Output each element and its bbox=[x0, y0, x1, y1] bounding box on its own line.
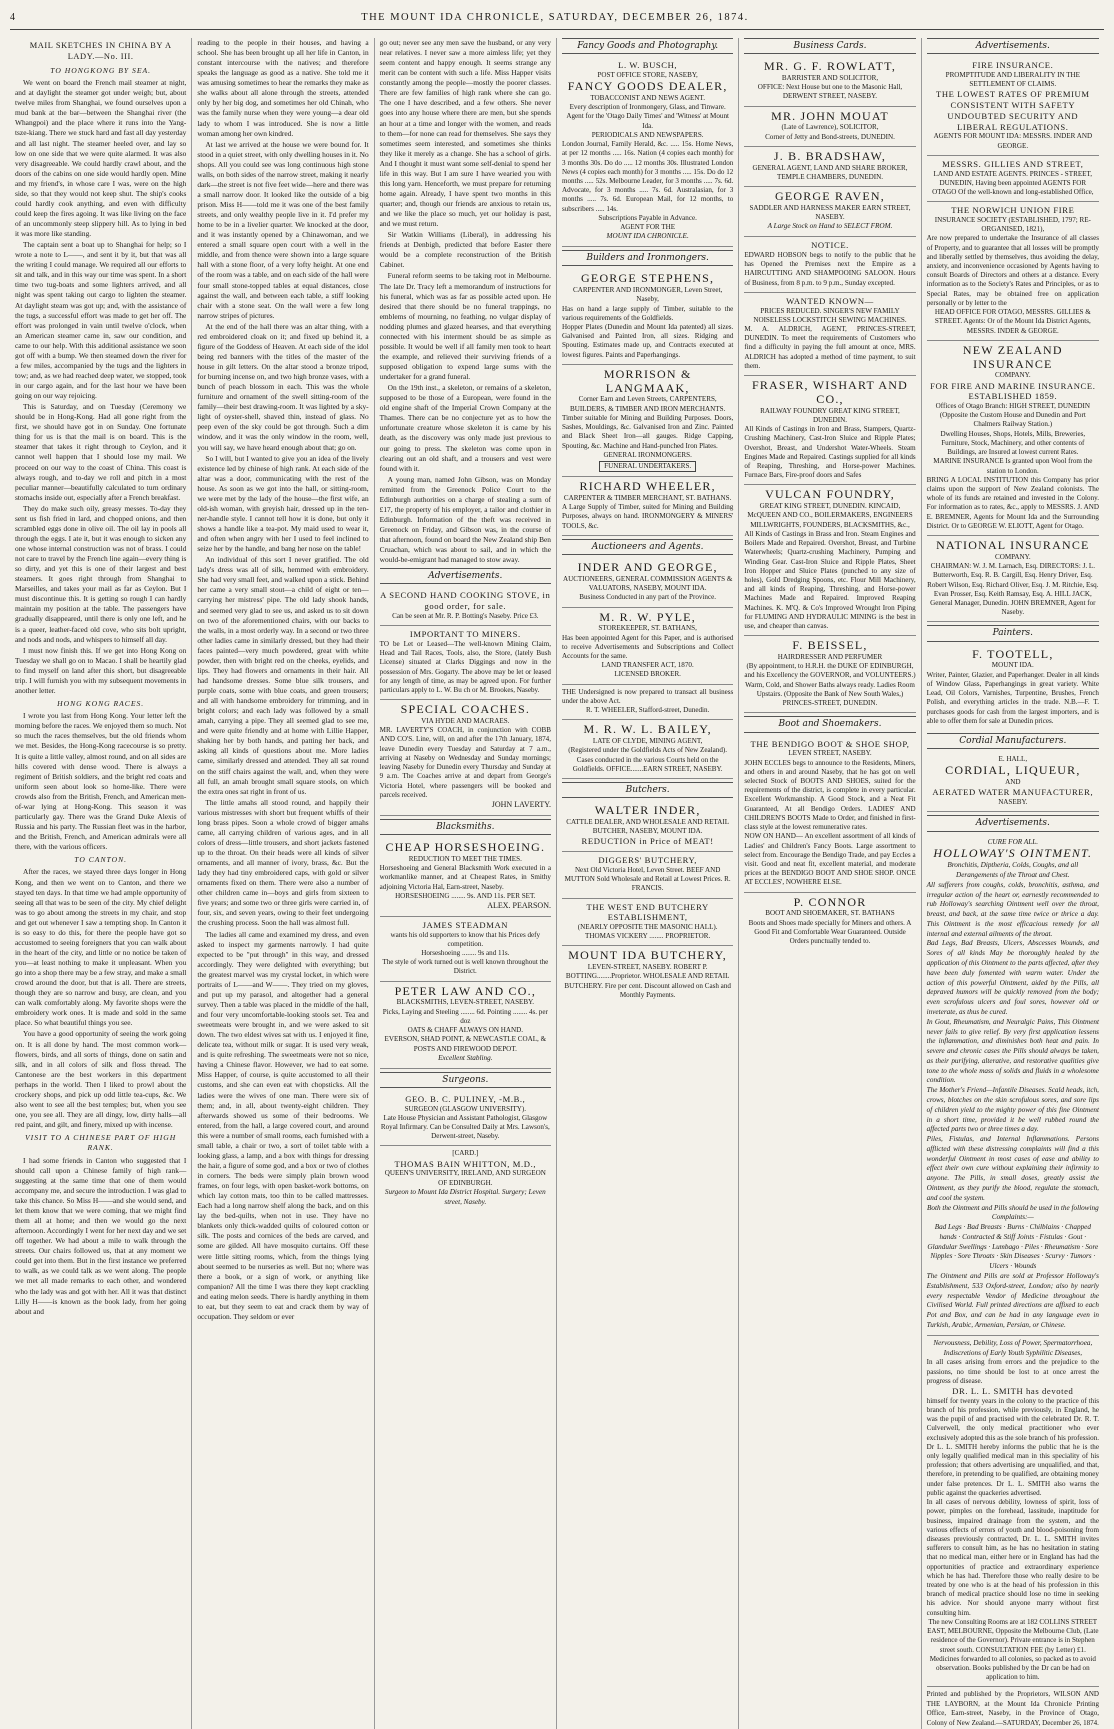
article-paragraph: reading to the people in their houses, and having a school. She has been brought up all her life in Canton, in constant intercourse with the natives; and therefore speaks the language as good as a native. She told me it was amusing sometimes to hear the remarks they make as she walks about all alone through the streets, attended only by her big dog, and sometimes her old Chinah, who was the family nurse when they were young—a dear old lady to whom I was introduced. She is now a little woman among her own kindred. bbox=[197, 38, 369, 138]
ad-paragraph: The Mother's Friend—Infantile Diseases. Scald heads, itch, crows, blotches on the skin scrofulous sores, and sore lips of children yield to the mighty power of this fine Ointment in a short time, provided it be well rubbed round the affected parts two or three times a day. bbox=[926, 1086, 1099, 1134]
ad-body: All Kinds of Castings in Iron and Brass, Stampers, Quartz-Crushing Machinery, Cast-Iron Sluice and Ripple Plates; Overshot, Breast, and Undershot Water-Wheels. Steam Engines Made and Repaired. Castings supplied for all kinds of Reaping, Threshing, and Horse-power Machines. Furnace Bars, Fire-proof doors and Safes bbox=[744, 425, 916, 480]
ad-paragraph: The Ointment and Pills are sold at Professor Holloway's Establishment, 533 Oxford-street, London; also by nearly every respectable Vendor of Medicine throughout the Civilised World. Full printed directions are affixed to each Pot and Box, and can be had in any language even in Turkish, Arabic, Armenian, Persian, or Chinese. bbox=[926, 1272, 1099, 1329]
ad-list: London Journal, Family Herald, &c. ..... 15s. Home News, at per 12 months ..... 16s. Nation (4 copies each month) for 3 months 30s. Do do ..... 12 months 30s. Illustrated London News (4 copies each month) for 3 months ..... 15s. Do do 12 months ..... 52s. Melbourne Leader, for 3 months ..... 7s. 6d. Advocate, for 3 months ..... 7s. 6d. Australasian, for 3 months ..... 7s. 6d. European Mail, for 12 months, to subscribers ..... 14s. bbox=[561, 140, 734, 213]
ad-subhead: SURGEON (GLASGOW UNIVERSITY). bbox=[404, 1104, 527, 1113]
article-paragraph: An individual of this sort I never gratified. The old lady's dress was all of silk, hemmed with embroidery. She had very small feet, and walked upon a stick. Behind her came a very small stout—a child of eight or ten—carrying her mistress' pipe. The old lady shook hands, and seemed very glad to see us, and asked us to sit down on two of the aforementioned chairs, with our backs to the walls, in a most orderly way. In a second or two three other ladies came in similarly dressed, but they had their faces painted—very much powdered, great with white powder, then with bright red on the cheeks, eyelids, and lips. They had flowers and ornaments in their hair. All had handsome dresses. Some blue silk trousers, and purple coats, some with blue coats, and green trousers; and all with handsome embroidery for trimming, and in bright colors; and each lady was followed by a small amah, carrying a pipe. They all seemed glad to see me, and were quite friendly and at home with Lillie Happer, shaking her by both hands, and patting her back, and asking all kinds of questions about me. More ladies came, similarly dressed and attended. They all sat round on the stiff chairs against the wall, and, when they were all full, an amah brought small square stools, on which the extra ones sat right in front of us. bbox=[197, 555, 369, 796]
ad-headline: PETER LAW AND CO., bbox=[394, 983, 537, 998]
ad-body: Horseshoeing and General Blacksmith Work executed in a workmanlike manner, and at Cheapest Rates, in Smithy adjoining Victoria Hal, Earn-street, Naseby. bbox=[379, 864, 551, 891]
column-5 bbox=[739, 38, 921, 1729]
ad-headline: P. CONNOR bbox=[793, 894, 867, 909]
ad-headline: FRASER, WISHART AND CO., bbox=[751, 378, 908, 406]
ad-miners bbox=[380, 626, 551, 700]
ad-wheeler bbox=[562, 477, 733, 536]
columns bbox=[10, 38, 1104, 1727]
ad-marine: MARINE INSURANCE Is granted upon Wool from the station to London. bbox=[933, 457, 1093, 475]
ad-body: Timber suitable for Mining and Building Purposes. Doors, Sashes, Mouldings, &c. Galvanised Iron and Zinc. Painted and Black Sheet Iron—all gauges. Ridge Capping, Spouting, &c. Machine and Hand-punched Iron Plates. bbox=[561, 413, 734, 450]
ad-body: Are now prepared to undertake the Insurance of all classes of Property, and to guarantee that all losses will be promptly and liberally settled by themselves, thus avoiding the delay, anxiety, and inconvenience occasioned by Agents having to consult Boards of Directors and others at a distance. Every information as to the Society's Rates and Principles, or as to Special Rates, may be obtained free on application personally or by letter to the bbox=[926, 234, 1099, 307]
ad-subhead: VIA HYDE AND MACRAES. bbox=[421, 717, 510, 726]
section-heading: Advertisements. bbox=[927, 815, 1099, 831]
ad-tail: Subscriptions Payable in Advance. bbox=[598, 213, 697, 222]
ad-headline: FIRE INSURANCE. bbox=[972, 60, 1054, 71]
page-number: 4 bbox=[10, 12, 16, 23]
ad-headline: MESSRS. GILLIES AND STREET, bbox=[942, 158, 1084, 169]
ad-norwich-union bbox=[927, 202, 1099, 341]
ad-body: Has on hand a large supply of Timber, suitable to the various requirements of the Goldfields. bbox=[561, 304, 734, 322]
ad-mount-ida-butchery bbox=[562, 946, 733, 1004]
ad-diggers-butchery bbox=[562, 852, 733, 898]
ad-subhead: CARPENTER & TIMBER MERCHANT, ST. BATHANS. bbox=[563, 493, 732, 502]
section-heading: Builders and Ironmongers. bbox=[562, 250, 733, 266]
ad-title: LAND TRANSFER ACT, 1870. bbox=[601, 661, 694, 670]
ad-hobson bbox=[744, 237, 915, 293]
ad-headline: F. TOOTELL, bbox=[972, 646, 1054, 661]
ad-subhead: CATTLE DEALER, AND WHOLESALE AND RETAIL BUTCHER, NASEBY, MOUNT IDA. bbox=[566, 818, 730, 836]
ad-agent-label: AGENT FOR THE bbox=[620, 223, 676, 232]
ad-rowlatt bbox=[744, 57, 915, 106]
article-paragraph: go out; never see any men save the husband, or any very near relatives. I never saw a more aimless life; yet they seem content and happy enough. It seems strange any merit can be content with such a life. Miss Happer visits constantly among the people—mostly the poorer classes. There are few families of high rank where she can go. The one I have described, and a few others. She never goes into any house where there are men, but she spends an hour at a time and longer with the women, and reads to them—for none can read for themselves. She says they sometimes seem interested, and sometimes she thinks they like it merely as a change. She has a school of girls. And I thought it must want some self-denial to spend her life in this way. But I am sure I have wearied you with this long yarn. Henceforth, we must prepare for returning home again. Already, I have spent two months in this quarter; and, though our friends are anxious to retain us, and we like the place so much, yet our holiday is past, and we must return. bbox=[379, 38, 551, 229]
ad-subhead: GENERAL AGENT, LAND AND SHARE BROKER, TEMPLE CHAMBERS, DUNEDIN. bbox=[752, 163, 908, 181]
ad-body: (By appointment, to H.R.H. the DUKE OF EDINBURGH, and his Excellency the GOVERNOR, and VOLUNTEERS.) Warm, Cold, and Shower Baths always ready. Ladies Room Upstairs. (Opposite the Bank of New South Wales,) PRINCES-STREET, DUNEDIN. bbox=[744, 662, 916, 708]
ad-headline: GEORGE RAVEN, bbox=[774, 189, 886, 204]
ad-busch bbox=[562, 57, 733, 247]
ad-subhead: HAIRDRESSER AND PERFUMER bbox=[777, 653, 883, 662]
ad-subhead: LEVEN STREET, NASEBY. bbox=[788, 749, 872, 758]
article-paragraph: The ladies all came and examined my dress, and even asked to inspect my garments narrowly. I had quite expected to be "put through" in this way, and dressed accordingly. They were delighted with everything; but the greatest marvel was my crystal locket, in which were portraits of L——and W——. They tried on my gloves, and put up my parasol, and altogether had a general survey. Then a table was placed in the middle of the hall, and four very uncomfortable-looking stools set. Tea and sweetmeats were brought in, and we were asked to sit down. The two eldest wives sat with us. I enjoyed it fine, delicate tea, without milk or sugar. It is used very weak, and is quite refreshing. The sweetmeats were not so nice, having a Chinese flavor. However, we had to eat some. Miss Happer, of course, is quite accustomed to all their customs, and she can even eat with chopsticks. All the ladies were the wives of one man. There were six of them; and, in all, about twenty-eight children. They afterwards showed us some of their bedrooms. We entered, from the hall, a large covered court, and around this were a number of small rooms, each furnished with a small table, a chair or two, a sort of toilet table with a looking glass, a lamp, and a box with things for dressing the hair, a figure of some god, and a box or two of clothes in corners. The beds were simply plain brown wood frames, on four legs, with open basket-work bottoms, on which lay cotton mats, too thin to be called mattresses. Each had a long narrow shelf along the back, and on this lay the bed-quilts, when not in use. They have no blankets only thick-wadded quilts of coloured cotton or silk. The posts and cornices of the beds are carved, and some are gilded. All have mosquito curtains. Off these were little sitting rooms, which, from the things lying about seemed to be nurseries as well. But no; where was there a book, or a sign of work, or anything like companion? All the time I was there they kept crackling and eating melon seeds. There is hardly anything in them to eat, but they seem to eat and crack them by way of occupation. They seldom or ever bbox=[197, 929, 369, 1321]
ad-headline: FANCY GOODS DEALER, bbox=[567, 79, 728, 94]
ad-subhead: GREAT KING STREET, DUNEDIN. KINCAID, McQUEEN AND CO., BOILERMAKERS, ENGINEERS MILLWRIGHTS, FOUNDERS, BLACKSMITHS, &c., bbox=[747, 502, 913, 529]
ad-headline: MOUNT IDA BUTCHERY, bbox=[568, 948, 728, 963]
ad-cooking-stove bbox=[380, 587, 551, 626]
ad-signature: ALEX. PEARSON. bbox=[487, 900, 551, 910]
ad-box: FUNERAL UNDERTAKERS. bbox=[599, 461, 696, 472]
ad-paragraph: Piles, Fistulas, and Internal Inflammations. Persons afflicted with these distressing complaints will find a this wonderful Ointment in most cases of ease and ability to effect their own cure without explaining their infirmity to anyone. The Pills, in small doses, greatly assist the Ointment, as they purify the blood, regulate the stomach, and cool the system. bbox=[926, 1135, 1099, 1202]
ad-signature: JOHN LAVERTY. bbox=[491, 799, 551, 809]
ad-subhead: AUCTIONEERS, GENERAL COMMISSION AGENTS & VALUATORS, NASEBY, MOUNT IDA. bbox=[562, 574, 733, 593]
ad-stephens bbox=[562, 269, 733, 365]
ad-vulcan-foundry bbox=[744, 485, 915, 636]
ad-headline: IMPORTANT TO MINERS. bbox=[409, 629, 521, 640]
ad-surgeon-pulney bbox=[380, 1091, 551, 1147]
ad-paragraph: Bad Legs, Bad Breasts, Ulcers, Abscesses Wounds, and Sores of all kinds May be thoroughly healed by the application of this Ointment to the parts affected, after they have been duly fomented with warm water. Under the action of this powerful Ointment, aided by the Pills, all depraved humors will be quickly removed from the body; even scrofulous ulcers and foul sores, however old or inveterate, as thus be cured. bbox=[926, 939, 1099, 1016]
ad-headline: F. BEISSEL, bbox=[792, 638, 868, 653]
ad-body: EDWARD HOBSON begs to notify to the public that he has Opened the Premises next the Empire as a HAIRCUTTING AND SHAMPOOING SALOON. Hours of Business, from 8 p.m. to 9 p.m., Sunday excepted. bbox=[744, 250, 916, 287]
ad-paper: MOUNT IDA CHRONICLE. bbox=[606, 232, 689, 241]
ad-tail: GENERAL IRONMONGERS. bbox=[603, 450, 692, 459]
ad-coaches bbox=[380, 700, 551, 816]
ad-headline: THE BENDIGO BOOT & SHOE SHOP, bbox=[750, 738, 910, 749]
article-paragraph: You have a good opportunity of seeing the work going on. It is all done by hand. The most common work—flowers, birds, and all sorts of things, done on satin and silk, and in all colors of silk and floss thread. The Cantonese are the best workers in this department perhaps in the world. Then I liked to prowl about the crockery shops, and pick up odd little tea-cups, &c. We also went to see all the best temples; but, when you see one, you see all. They are all dingy, low, dirty halls—all red paint, and gilt, and finery, mixed up with incense. bbox=[15, 1029, 187, 1130]
ad-body: A Large Supply of Timber, suited for Mining and Building Purposes, always on hand. IRONMONGERY & MINERS' TOOLS, &c. bbox=[561, 503, 734, 530]
article-paragraph: I must now finish this. If we get into Hong Kong on Tuesday we shall go on to Macao. I shall be heartily glad to find myself on land after this short, but disagreeable trip. I will furnish you with my subsequent movements in another letter. bbox=[15, 645, 187, 695]
ad-subhead: RAILWAY FOUNDRY GREAT KING STREET, DUNEDIN. bbox=[760, 406, 900, 424]
ad-beissel bbox=[744, 636, 915, 713]
ad-italic: Excellent Stabling. bbox=[438, 1053, 493, 1062]
ad-paragraph: Both the Ointment and Pills should be used in the following Complaints:— bbox=[926, 1203, 1099, 1222]
ad-body: THE Undersigned is now prepared to transact all business under the above Act. bbox=[561, 687, 734, 705]
column-4 bbox=[557, 38, 739, 1729]
ad-bendigo-boot bbox=[744, 736, 915, 893]
ad-body: Hopper Plates (Dunedin and Mount Ida patented) all sizes. Galvanised and Painted Iron, all sizes. Ridging and Spouting. Estimates made up, and Contracts executed at lowest figures. Paints and Paperhangings. bbox=[561, 322, 734, 359]
ad-peter-law bbox=[380, 982, 551, 1069]
news-item: On the 19th inst., a skeleton, or remains of a skeleton, supposed to be those of a European, were found in the old engine shaft of the Imperial Crown Company at the Thames. There can be no conjecture yet as to how the unfortunate creature whose skeleton it is came by his death, as the discovery was only made just previous to our going to press. The skeleton was come upon in clearing out an old shaft, and a trousers and vest were found with it. bbox=[379, 383, 551, 473]
ad-body: Picks, Laying and Steeling ........ 6d. Pointing ........ 4s. per doz bbox=[382, 1007, 548, 1025]
ad-subhead: REDUCTION TO MEET THE TIMES. bbox=[408, 854, 522, 863]
news-item: Funeral reform seems to be taking root in Melbourne. The late Dr. Tracy left a memorandum of instructions for his funeral, which was as far as possible acted upon. He desired that there should be no funeral trappings, no emblems of mourning, no feathing, no vulgar display of nodding plumes and glazed hearses, and that everything connected with his interment should be as simple as possible. It would be well if all family men took to heart the example, and relieved their surviving friends of a supposed obligation to expend large sums with the undertaker for a grand funeral. bbox=[379, 271, 551, 382]
ad-paragraph: In all cases of nervous debility, lowness of spirit, loss of power, pimples on the forehead, lassitude, inaptitude for business, impaired drainage from the system, and the various effects of errors of youth and blood-poisoning from diseases previously contracted, Dr. L. L. SMITH invites sufferers to consult him, as he has no hesitation in stating that no medical man, either here or in England has had the opportunities of practice and extraordinary experience which he has had. Therefore those who really desire to be treated by one who is at the head of his profession in this branch of medical practice should lose no time in seeking his advice. Nor should anyone marry without first consulting him. bbox=[926, 1498, 1099, 1617]
ad-price: Horseshoeing ........ 9s and 11s. bbox=[421, 949, 510, 958]
ad-body: AERATED WATER MANUFACTURER, bbox=[932, 787, 1094, 798]
news-item: Sir Watkin Williams (Liberal), in addressing his friends at Denbigh, predicted that before Easter there would be a complete reconstruction of the British Cabinet. bbox=[379, 230, 551, 270]
ad-headline: HOLLOWAY'S OINTMENT. bbox=[933, 846, 1093, 861]
section-heading: Cordial Manufacturers. bbox=[927, 733, 1099, 749]
printer-imprint: Printed and published by the Proprietors, WILSON AND THE LAYBORN, at the Mount Ida Chronicle Printing Office, Earn-street, Naseby, in the Province of Otago, Colony of New Zealand.—SATURDAY, December 26, 1874. bbox=[926, 1690, 1099, 1727]
ad-subhead: LATE OF CLYDE, MINING AGENT, bbox=[592, 737, 703, 746]
ad-headline: VULCAN FOUNDRY, bbox=[765, 487, 895, 502]
ad-fraser-wishart bbox=[744, 376, 915, 485]
ad-headline: THE WEST END BUTCHERY ESTABLISHMENT, bbox=[586, 901, 709, 923]
ad-office: HEAD OFFICE FOR OTAGO, MESSRS. GILLIES & STREET. Agents: Or of the Mount Ida District Agents, MESSRS. INDER & GEORGE. bbox=[934, 308, 1091, 335]
ad-headline: JAMES STEADMAN bbox=[422, 919, 509, 930]
article-headline: MAIL SKETCHES IN CHINA BY A LADY.—No. III. bbox=[29, 41, 172, 62]
ad-tail: The style of work turned out is well known throughout the District. bbox=[382, 958, 549, 976]
article-paragraph: They do make such oily, greasy messes. To-day they sent us fish fried in lard, and chopped onions, and then scrambled eggs done in olive oil. The oil lay in pools all through the eggs. I ate it, but it was enough to sicken any one whose internal construction was not of brass. I could not care to travel by the French line again—every thing is so dirty, and yet this is one of their largest and best steamers. It goes right through from Shanghai to Marseilles, and takes your mail as far as Ceylon. But I must discontinue this. It is getting so rough I can hardly maintain my position at the table. The passengers have gradually disappeared, until there is only one left, and he is a queer, leather-faced old cove, who sits bolt upright, and nods and nods, and whispers to himself all day. bbox=[15, 503, 187, 644]
ad-fire-insurance bbox=[927, 57, 1099, 156]
ad-bailey bbox=[562, 720, 733, 779]
ad-subhead: CARPENTER AND IRONMONGER, Leven Street, Naseby, bbox=[572, 286, 723, 304]
ad-body: Can be seen at Mr. R. P. Botting's Naseby. Price £3. bbox=[392, 611, 539, 620]
ad-title: LICENSED BROKER. bbox=[614, 670, 681, 679]
ad-headline: DIGGERS' BUTCHERY, bbox=[598, 855, 697, 866]
ad-body: CHAIRMAN: W. J. M. Larnach, Esq. DIRECTORS: J. L. Butterworth, Esq. R. B. Cargill, Esq. Henry Driver, Esq. Robert Wilson, Esq. Richard Oliver, Esq. J. M. Ritchie, Esq. Evan Prosser, Esq. Keith Ramsay, Esq. A. HILL JACK, General Manager, Dunedin. JOHN BREMNER, Agent for Naseby. bbox=[927, 562, 1099, 617]
section-heading: Blacksmiths. bbox=[380, 819, 551, 835]
masthead-title: THE MOUNT IDA CHRONICLE, SATURDAY, DECEMBER 26, 1874. bbox=[361, 12, 749, 23]
section-heading: Auctioneers and Agents. bbox=[562, 539, 733, 555]
ad-body: wants his old supporters to know that his Prices defy competition. bbox=[390, 930, 541, 948]
ad-steadman bbox=[380, 917, 551, 982]
ad-paragraph: In Gout, Rheumatism, and Neuralgic Pains, This Ointment never fails to give relief. By very first application lessens the inflammation, and diminishes both heat and pain. In severe and chronic cases the Pills should always be taken, as their purifying, alterative, and restorative qualities give tone to the whole mass of solids and fluids in a wholesome condition. bbox=[926, 1017, 1099, 1085]
ad-line: TOBACCONIST AND NEWS AGENT. bbox=[590, 93, 705, 102]
ad-name: L. W. BUSCH, bbox=[618, 60, 678, 71]
section-heading: Boot and Shoemakers. bbox=[744, 716, 915, 732]
ad-body: Surgeon to Mount Ida District Hospital. Surgery; Leven street, Naseby. bbox=[384, 1187, 546, 1206]
ad-tootell bbox=[927, 645, 1099, 730]
ad-body: All Kinds of Castings in Brass and Iron. Steam Engines and Boilers Made and Repaired. Overshot, Breast, and Turbine Waterwheels; Quartz-crushing Machinery, Pumping and Winding Gear. Cast-Iron Sluice and Ripple Plates, Sheet Iron Hopper and Sluice Plates (punched to any size of holes), Gold Dredging Spoons, etc. Flour Mill Machinery, and all kinds of Reaping, Threshing, and Horse-power Machines Made and Repaired. Improved Reaping Machines. K. M'Q. & Co's Improved Wrought Iron Piping for FLUMING AND HYDRAULIC MINING is the best in use, and cheaper than canvas. bbox=[744, 529, 916, 631]
ad-subhead: COMPANY. bbox=[994, 371, 1031, 380]
article-paragraph: After the races, we stayed three days longer in Hong Kong, and then we went on to Canton, and there we stayed ten days. In that time we had ample opportunity of seeing all that was to be seen of the city. My chief delight was to go about among the streets in my chair, and stop and get out whenever I saw a tempting shop. In Canton it is so easy to do this, for there the people have got so accustomed to seeing foreigners that you can walk about in the heart of the city, and little or no notice be taken of you—at least nothing to make it unpleasant. When you go into a shop there may be a few stray, and make a small crowd around the door, but that is all. There are streets, though they are so narrow and busy, are clean, and you can walk comfortably along. My favorite shops were the embroidery work ones. It is made and sold in the same place. So what beautiful things you see. bbox=[15, 867, 187, 1028]
ad-body: FOR FIRE AND MARINE INSURANCE. ESTABLISHED 1859. bbox=[930, 380, 1096, 402]
ad-subhead: QUEEN'S UNIVERSITY, IRELAND, AND SURGEON OF EDINBURGH. bbox=[384, 1169, 546, 1187]
ad-singer bbox=[744, 293, 915, 376]
ad-west-end-butchery bbox=[562, 899, 733, 947]
ad-headline: WALTER INDER, bbox=[594, 803, 701, 818]
ad-periodicals: PERIODICALS AND NEWSPAPERS. bbox=[591, 130, 704, 139]
ad-tail: Dwelling Houses, Shops, Hotels, Mills, Breweries, Furniture, Stock, Machinery, and other contents of Buildings, are Insured at lowest current Rates. bbox=[940, 429, 1086, 457]
ad-subhead: UNDOUBTED SECURITY AND LIBERAL REGULATIONS. bbox=[947, 110, 1079, 132]
section-heading: Surgeons. bbox=[380, 1072, 551, 1088]
ad-body: Late House Physician and Assistant Pathologist, Glasgow Royal Infirmary. Can be Consulted Daily at Mrs. Lawson's, Derwent-street, Naseby. bbox=[380, 1113, 550, 1141]
ad-body: OFFICE: Next House but one to the Masonic Hall, DERWENT STREET, NASEBY. bbox=[757, 83, 903, 101]
ad-local: BRING A LOCAL INSTITUTION this Company has prior claims upon the support of New Zealand colonists. The whole of its funds are retained and invested in the Colony. For information as to rates, &c., apply to MESSRS. J. AND E. BREMNER, Agents for Mount Ida and the Surrounding District. Or to GEORGE W. ELIOTT, Agent for Otago. bbox=[926, 475, 1099, 530]
ad-bradshaw bbox=[744, 147, 915, 187]
section-heading: Business Cards. bbox=[744, 38, 915, 54]
ad-horseshoeing bbox=[380, 838, 551, 917]
ad-body: Has been appointed Agent for this Paper, and is authorised to receive Advertisements and Subscriptions and Collect Accounts for the same. bbox=[561, 633, 734, 660]
ad-body: TO be Let or Leased—The well-known Mining Claim, Head and Tail Races, Tools, also, the Store, (lately Bush License) situated at Clarks Diggings and now in the possession of Mrs. Gogarty. The above may be let or leased for any length of time, as may be agreed upon. For further particulars apply to L. W. Bu ch or M. Brookes, Naseby. bbox=[379, 639, 551, 694]
ad-body: (NEARLY OPPOSITE THE MASONIC HALL). THOMAS VICKERY ........ PROPRIETOR. bbox=[577, 923, 718, 941]
ad-body: Boots and Shoes made specially for Miners and others. A Good Fit and Comfortable Wear Guaranteed. Outside Orders punctually tended to. bbox=[748, 918, 912, 946]
ad-body: PROMPTITUDE AND LIBERALITY IN THE SETTLEMENT OF CLAIMS. bbox=[945, 70, 1081, 89]
ad-headline: M. R. W. PYLE, bbox=[599, 609, 696, 624]
ad-office: Offices of Otago Branch: HIGH STREET, DUNEDIN (Opposite the Custom House and Dunedin and Port Chalmers Railway Station.) bbox=[935, 402, 1091, 429]
ad-holloway bbox=[927, 835, 1099, 1336]
ad-headline: RICHARD WHEELER, bbox=[579, 479, 716, 494]
ad-headline: DR. L. L. SMITH has devoted bbox=[952, 1385, 1074, 1396]
ad-italic: A Large Stock on Hand to SELECT FROM. bbox=[767, 222, 893, 231]
article-subhead: HONG KONG RACES. bbox=[57, 698, 145, 708]
ad-morrison bbox=[562, 365, 733, 477]
ad-inder-george bbox=[562, 558, 733, 607]
article-paragraph: At last we arrived at the house we were bound for. It stood in a quiet street, with only dwelling houses in it. No shops. All you could see was long continuous high stone walls, on both sides of the narrow street, making it nearly dark—the street is not five feet wide—here and there was a small narrow door. It looked like the outside of a big prison. Miss H——told me it was one of the best family streets, and only wealthy people live in it. I'd prefer my home to be in a livelier quarter. We knocked at the door, and it was instantly opened by a Chinawoman, and we entered a small square open court with a well in the middle, and from thence were shown into a large square hall with a stone floor, of a very lofty height. At one end of the room was a table, and on each side of the hall were four small stone-topped tables at equal distances, close against the wall, and between each table, a stiff looking chair with a stone seat. On the wall were a few long narrow stripes of pictures. bbox=[197, 139, 369, 320]
ad-mouat bbox=[744, 107, 915, 147]
ad-hall-cordial bbox=[927, 752, 1099, 812]
ad-town: NASEBY. bbox=[998, 798, 1028, 807]
article-paragraph: The captain sent a boat up to Shanghai for help; so I wrote a note to L——, and sent it by it, but that was all the writing I could manage. We required all our efforts to sit and talk, and in this way our time was spent. In a short time two tug-boats and some lighters arrived, and all night was spent taking out cargo to lighten the steamer. At daylight steam was got up; and, with the assistance of the tugs, a successful effort was made to get her off. The effort was prolonged in vain until twelve o'clock, when an American steamer came in, saw our condition, and came to our help. With this additional assistance we soon got off with a bump. We then steamed down the river for a few miles, accompanied by the tugs and the lighters in tow; and, as we had reached deep water, we stopped, took in our cargo again, and for the last hour we have been going on our way rejoicing. bbox=[15, 240, 187, 401]
section-heading: Advertisements. bbox=[927, 38, 1099, 54]
ad-raven bbox=[744, 187, 915, 237]
ad-gillies-street bbox=[927, 156, 1099, 202]
article-subhead: VISIT TO A CHINESE PART OF HIGH RANK. bbox=[25, 1133, 177, 1153]
ad-subhead: SADDLER AND HARNESS MAKER EARN STREET, NASEBY. bbox=[749, 203, 911, 222]
news-item: A young man, named John Gibson, was on Monday remitted from the Greenock Police Court to the Edinburgh authorities on a charge of stealing a sum of £17, the property of his employer, a tailor and clothier in Edinburgh. Information of the theft was received in Greenock on Friday, and Gibson was, in the course of that afternoon, found on board the New Zealand ship Ben Cruachan, which was about to sail, and in which the would-be-emigrant had managed to stow away. bbox=[379, 474, 551, 565]
ad-headline: MORRISON & LANGMAAK, bbox=[603, 366, 692, 395]
article-subhead: TO HONGKONG BY SEA. bbox=[50, 65, 152, 75]
ad-complaints-list: Bad Legs · Bad Breasts · Burns · Chilblains · Chapped hands · Contracted & Stiff Joints · Fistulas · Gout · Glandular Swellings · Lumbago · Piles · Rheumatism · Sore Nipples · Sore Throats · Skin Diseases · Scurvy · Tumors · Ulcers · Wounds bbox=[927, 1223, 1099, 1271]
ad-and: AND bbox=[1005, 778, 1021, 787]
article-paragraph: This is Saturday, and on Tuesday (Ceremony we should be in Hong-Kong. Had all gone right from the first, we should have got in on Sunday. One fortunate thing for us is that the mail is on board. This is the steamer that takes it right through to Ceylon, and it cannot well happen that I should lose my mail. We proceed on our way to the coast of China. This coast is always rough, and to-day we roll and pitch in a most peculiar manner—beautifully calculated to turn ordinary stomachs inside out, especially after a French breakfast. bbox=[15, 402, 187, 502]
article-paragraph: At the end of the hall there was an altar thing, with a red embroidered cloak on it; and fixed up behind it, a figure of the Goddess of Heaven. At each side of the idol being red banners with the titles of the master of the house in gilt letters. On the altar stood a bronze tripod, for burning incense on, and two high bronze vases, with a bunch of peach blossom in each. This was the whole furniture and ornament of the swell sitting-room of the family—their best drawing-room. It was lighted by a sky-light of oyster-shell, shaved thin, instead of glass. No peep even of the sky could be got through. Such a dim window, and it was the only window in the room, well, you will say, we have heard enough about that; go on. bbox=[197, 321, 369, 452]
ad-nz-insurance bbox=[927, 341, 1099, 536]
ad-headline: THOMAS BAIN WHITTON, M.D., bbox=[394, 1158, 537, 1169]
ad-paragraph: All sufferers from coughs, colds, bronchitis, asthma, and irregular action of the heart or, earnestly recommended to rub Holloway's searching Ointment well over the throat, breast, and back, at the same time twice or thrice a day. This Ointment is the most efficacious remedy for all internal and external ailments of the throat. bbox=[926, 880, 1099, 938]
article-subhead: TO CANTON. bbox=[74, 855, 128, 865]
ad-card-label: [CARD.] bbox=[452, 1149, 479, 1158]
ad-body: REDUCTION in Price of MEAT! bbox=[581, 836, 714, 847]
ad-body: Business Conducted in any part of the Province. bbox=[579, 593, 717, 602]
ad-body: LEVEN-STREET, NASEBY. ROBERT P. BOTTING........Proprietor. WHOLESALE AND RETAIL BUTCHERY. Fire per cent. Discount allowed on Cash and Monthly Payments. bbox=[564, 963, 731, 999]
article-paragraph: I had some friends in Canton who suggested that I should call upon a Chinese family of high rank—suggesting at the same time that one of them would accompany me, and secure the introduction. I was glad to take this chance. So Miss H——and she would send, and let them know that we were coming, that we might find them all at home; and then we would go the next afternoon. Accordingly I went for her next day and we set off together. We had about a mile to walk through the streets. Our chairs followed us, that at any moment we could get into them. But in the first instance we preferred to walk, as we could talk as we went along. The people we met all made remarks to each other, and wondered who the lady was and got with her. All it was that distinct Lilly H——is known as the book lady, from her going about and bbox=[15, 1155, 187, 1316]
ad-body: LAND AND ESTATE AGENTS. PRINCES - STREET, DUNEDIN, Having been appointed AGENTS FOR OTAGO Of the well-known and long-established Office, bbox=[932, 169, 1094, 196]
column-1 bbox=[10, 38, 192, 1729]
ad-italic: Nervousness, Debility, Loss of Power, Spermatorrhoea, Indiscretions of Early Youth Syphilitic Diseases, bbox=[933, 1338, 1093, 1357]
ad-body: MR. LAVERTY'S COACH, in conjunction with COBB AND CO'S. Line, will, on and after the 17th January, 1874, leave Dunedin every Tuesday and Saturday at 7 a.m., arriving at Naseby on Wednesday and Sunday mornings; leaving Naseby for Dunedin every Thursday and Sunday at 9 a.m. The Coaches arrive at and depart from George's Victoria Hotel, where passengers will be booked and parcels received. bbox=[379, 726, 551, 799]
ad-subhead: BLACKSMITHS, LEVEN-STREET, NASEBY. bbox=[396, 998, 535, 1007]
ad-subhead: COMPANY. bbox=[994, 552, 1031, 561]
ad-headline: INDER AND GEORGE, bbox=[577, 560, 718, 575]
ad-headline: NOTICE. bbox=[811, 240, 849, 251]
section-heading: Butchers. bbox=[562, 782, 733, 798]
ad-national-insurance bbox=[927, 536, 1099, 622]
ad-headline: NATIONAL INSURANCE bbox=[936, 538, 1090, 553]
ad-headline: SPECIAL COACHES. bbox=[400, 702, 531, 717]
ad-italic: CURE FOR ALL. bbox=[987, 837, 1039, 846]
ad-headline: GEORGE STEPHENS, bbox=[581, 271, 715, 286]
ad-paragraph: The new Consulting Rooms are at 182 COLLINS STREET EAST, MELBOURNE, Opposite the Melbourne Club, (Late residence of the Governor). Private entrance is in Stephen street south. CONSULTATION FEE (by Letter) £1. Medicines forwarded to all colonies, so packed as to avoid observation. Books published by the Dr can be had on application to him. bbox=[927, 1617, 1099, 1682]
ad-price: HORSESHOEING ........ 9s. AND 11s. PER SET. bbox=[395, 891, 536, 900]
ad-headline: CHEAP HORSESHOEING. bbox=[385, 840, 546, 855]
ad-agents: AGENTS FOR MOUNT IDA: MESSRS. INDER AND GEORGE. bbox=[933, 132, 1093, 150]
ad-headline: THE NORWICH UNION FIRE bbox=[951, 205, 1075, 216]
ad-body: Next Old Victoria Hotel, Leven Street. BEEF AND MUTTON Sold Wholesale and Retail at Lowest Prices. R. FRANCIS. bbox=[564, 865, 731, 893]
ad-name: E. HALL, bbox=[998, 755, 1028, 764]
ad-agent: Agent for the 'Otago Daily Times' and 'Witness' at Mount Ida. bbox=[566, 112, 729, 130]
column-2 bbox=[192, 38, 374, 1729]
ad-subhead: STOREKEEPER, ST. BATHANS, bbox=[598, 624, 697, 633]
article-paragraph: I wrote you last from Hong Kong. Your letter left the morning before the races. We enjoyed them so much. Not so much the races themselves, but the old friends whom we met. Besides, the Hong-Kong racecourse is so pretty. It is quite a little valley, almost round, and on all sides are hills covered with dense wood. There is always a regiment of British soldiers, and the bright red coats and uniform seen about look so home-like. There were crowds also from the British, French, and American men-of-war lying at Hong-Kong. This season it was particularly gay. There was the Grand Duke Alexis of Russia and his party. The Russian fleet was in the harbor, and the British, French, and American admirals were all there, with the various officers. bbox=[15, 711, 187, 852]
ad-dr-smith bbox=[927, 1336, 1099, 1688]
ad-walter-inder bbox=[562, 801, 733, 852]
ad-pyle bbox=[562, 608, 733, 685]
ad-signature: R. T. WHEELER, Stafford-street, Dunedin. bbox=[585, 706, 710, 715]
ad-subhead: PRICES REDUCED. SINGER'S NEW FAMILY NOISELESS LOCKSTITCH SEWING MACHINES. bbox=[753, 306, 907, 324]
ad-land-transfer bbox=[562, 685, 733, 721]
masthead bbox=[10, 6, 1104, 30]
ad-headline: J. B. BRADSHAW, bbox=[773, 148, 887, 163]
ad-body: Every description of Ironmongery, Glass, and Tinware. bbox=[569, 103, 726, 112]
ad-subhead: MOUNT IDA. bbox=[991, 661, 1034, 670]
ad-body: Writer, Painter, Glazier, and Paperhanger. Dealer in all kinds of Window Glass, Paperhangings in great variety. White Lead, Oil Colors, Varnishes, Turpentine, Brushes, French Polish, and everything articles in the trade. N.B.—F. T. purchases goods for cash from the largest importers, and is able to offer them for sale at Dunedin prices. bbox=[926, 670, 1099, 725]
ad-connor bbox=[744, 893, 915, 951]
column-6 bbox=[922, 38, 1104, 1729]
ad-headline: WANTED KNOWN— bbox=[786, 295, 874, 306]
ad-subhead: Corner Earn and Leven Streets, CARPENTERS, BUILDERS, & TIMBER AND IRON MERCHANTS. bbox=[569, 395, 726, 413]
section-heading: Advertisements. bbox=[380, 568, 551, 584]
section-heading: Fancy Goods and Photography. bbox=[562, 38, 733, 54]
ad-tail: NOW ON HAND— An excellent assortment of all kinds of Ladies' and Children's Fancy Boots. Large assortment to select from. Encourage the Bendigo Trade, and pay Eccles a visit. Good and neat fit, excellent material, and moderate prices at the BENDIGO BOOT AND SHOE SHOP. ONCE AT ECCLES', NOWHERE ELSE. bbox=[744, 832, 916, 887]
ad-paragraph: himself for twenty years in the colony to the practice of this branch of his profession, while previously, in England, he was the pupil of and practised with the celebrated Dr. R. T. Culverwell, the only medical practitioner who ever exclusively adopted this as the sole branch of his profession. Dr L. L. SMITH hereby informs the public that he is the only legally qualified medical man in this speciality of his profession; that others advertising are unqualified, and that, therefore, in pretending to be qualified, are obtaining money under false pretences. Dr L. L. SMITH also warns the public against the quackeries advertised. bbox=[926, 1396, 1099, 1497]
ad-headline: A SECOND HAND COOKING STOVE, in good order, for sale. bbox=[380, 590, 551, 612]
ad-tail: OATS & CHAFF ALWAYS ON HAND. bbox=[407, 1026, 524, 1035]
ad-headline: THE LOWEST RATES OF PREMIUM CONSISTENT WITH SAFETY bbox=[936, 89, 1090, 111]
ad-agents: EVERSON, SHAD POINT, & NEWCASTLE COAL, & POSTS AND FIREWOOD DEPOT. bbox=[384, 1035, 547, 1053]
ad-subhead: BOOT AND SHOEMAKER, ST. BATHANS bbox=[765, 909, 895, 918]
ad-headline: MR. JOHN MOUAT bbox=[771, 108, 889, 123]
ad-body: JOHN ECCLES begs to announce to the Residents, Miners, and others in and around Naseby, that he has got on well selected Stock of BOOTS AND SHOES, suited for the requirements of the district, is complete in every particular. Excellent Workmanship. A Good Stock, and a Neat Fit Guaranteed, At all Bendigo Orders. LADIES' AND CHILDREN'S BOOTS Made to Order, and finished in first-class style at the lowest remunerative rates. bbox=[744, 758, 916, 832]
article-paragraph: The little amahs all stood round, and happily their various mistresses with short but frequent whiffs of their long brass pipes. Soon a whole crowd of bigger amahs came, all carrying children of various ages, and in all colors of dress—little trousers, and short jackets fastened up to the throat. On their heads were all kinds of silver ornaments, and all manner of ivory, brass, &c. But the lady they had tiny embroidered caps, with gold or silver ornaments fixed on them. There were also a number of other children came in—boys and girls from sixteen to five years; and some two or three girls were carried in, of four, six, and seven years, owing to their feet undergoing the crushing process. Soon the hall was almost full. bbox=[197, 797, 369, 928]
article-paragraph: We went on board the French mail steamer at night, and at daylight the steamer got under weigh; but, about twelve miles from Shanghai, we found ourselves upon a mud bank at the bar—between the Shanghai river (the Whangpoi) and the place where it runs into the Yang-tsze-kiang. There we stuck hard and fast all day yesterday and all last night. The steamer heeled over, and lay so low on one side that we were quite alarmed. It was also very disagreeable. We could hardly crawl about, and the doors of the cabins on one side would hardly open. Mine and my friend's, in whose care I was, were on the high side, so that they would not keep shut. The ship's cooks could hardly cook anything, and even with difficulty could keep the fires agoing. It was like living on the face of an uncommonly steep slippery hill. As to lying in bed it was more like standing. bbox=[15, 78, 187, 239]
ad-body: Corner of Jetty and Bond-streets, DUNEDIN. bbox=[765, 132, 895, 141]
ad-headline: CORDIAL, LIQUEUR, bbox=[945, 763, 1081, 778]
ad-paragraph: Bronchitis, Diptheria, Colds, Coughs, and all Derangements of the Throat and Chest. bbox=[947, 861, 1079, 879]
article-paragraph: So I will, but I wanted to give you an idea of the lively existence led by chinese of high rank. At each side of the altar was a door, communicating with the rest of the house. As soon as we got into the hall, or sitting-room, we were met by the lady of the house—the first wife, an old-ish woman, with greyish hair, dressed up in the ten-ner-handle style. I cannot tell how it is done, but only it shows a handle like a tea-pot. My maid used to wear it, and often when angry with her I used to feel inclined to seize her by the handle, and bang her nose on the table! bbox=[197, 453, 369, 554]
ad-surgeon-whitton bbox=[380, 1146, 551, 1211]
ad-subhead: INSURANCE SOCIETY (ESTABLISHED, 1797; RE-ORGANISED, 1821), bbox=[934, 215, 1091, 234]
column-3 bbox=[375, 38, 557, 1729]
ad-headline: GEO. B. C. PULINEY, -M.B., bbox=[405, 1093, 526, 1104]
ad-subhead: (Late of Lawrence), SOLICITOR, bbox=[781, 123, 879, 132]
ad-body: (Registered under the Goldfields Acts of New Zealand). Cases conducted in the various Courts held on the Goldfields. OFFICE.......EARN STREET, NASEBY. bbox=[568, 746, 728, 773]
section-heading: Painters. bbox=[927, 625, 1099, 641]
ad-headline: MR. G. F. ROWLATT, bbox=[763, 59, 897, 74]
ad-subhead: BARRISTER AND SOLICITOR, bbox=[781, 74, 879, 83]
ad-headline: M. R. W. L. BAILEY, bbox=[583, 722, 712, 737]
ad-paragraph: In all cases arising from errors and the prejudice to the passions, no time should be lost to at once arrest the progress of disease. bbox=[926, 1358, 1099, 1385]
ad-body: M. A. ALDRICH, AGENT, PRINCES-STREET, DUNEDIN. To meet the requirements of Customers who find a difficulty in paying the full amount at once, MRS. ALDRICH has adopted a method of time payment, to suit them. bbox=[744, 324, 916, 370]
ad-subhead: POST OFFICE STORE, NASEBY, bbox=[597, 70, 698, 79]
ad-headline: NEW ZEALAND INSURANCE bbox=[962, 342, 1063, 371]
